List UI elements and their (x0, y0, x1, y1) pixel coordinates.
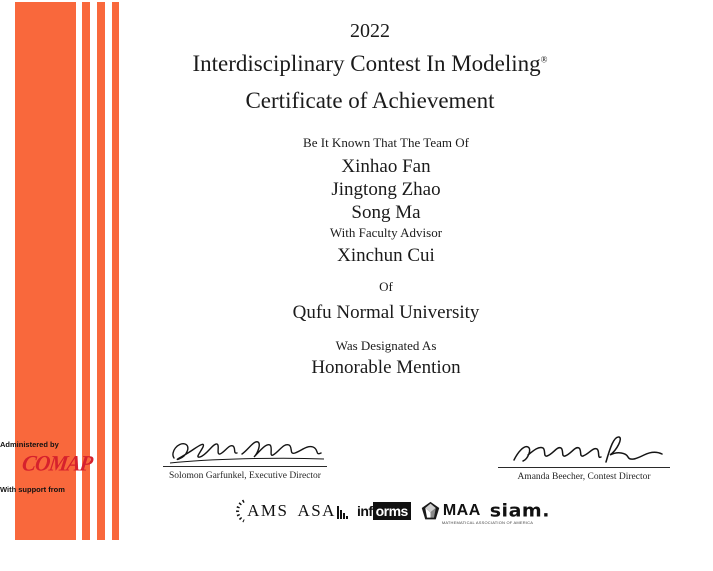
ams-arc-icon (230, 499, 246, 523)
ams-logo (230, 499, 288, 523)
certificate-subtitle: Certificate of Achievement (245, 88, 495, 113)
contest-director-signature (506, 432, 664, 470)
signature-rule-right (498, 467, 670, 468)
team-intro-label: Be It Known That The Team Of (303, 135, 469, 150)
designation-name: Honorable Mention (311, 357, 461, 378)
maa-logo-text: MAA (442, 502, 481, 519)
informs-logo-boxed: orms (373, 502, 411, 520)
support-label: With support from (0, 485, 65, 494)
contest-director-caption: Amanda Beecher, Contest Director (517, 472, 651, 482)
designation-label: Was Designated As (335, 338, 437, 353)
institution-name: Qufu Normal University (292, 302, 480, 323)
certificate-year: 2022 (350, 20, 390, 42)
informs-logo-prefix: inf (356, 503, 373, 519)
informs-logo (357, 502, 411, 520)
team-member-name: Xinhao Fan (341, 156, 431, 177)
siam-logo: siam. (489, 500, 550, 522)
of-label: Of (379, 279, 393, 294)
ams-logo-text: AMS (247, 501, 289, 520)
administered-by-label: Administered by (0, 440, 59, 449)
maa-caption: MATHEMATICAL ASSOCIATION OF AMERICA (441, 519, 534, 525)
executive-director-signature (168, 430, 326, 468)
team-member-name: Jingtong Zhao (331, 179, 441, 200)
advisor-label: With Faculty Advisor (329, 225, 443, 240)
registered-trademark: ® (540, 54, 548, 65)
executive-director-caption: Solomon Garfunkel, Executive Director (169, 471, 321, 481)
asa-logo-text: ASA (297, 501, 336, 520)
team-member-name: Song Ma (351, 202, 421, 223)
comap-logo: COMAP (20, 450, 94, 476)
maa-gem-icon (420, 501, 441, 522)
contest-title-text: Interdisciplinary Contest In Modeling (192, 51, 541, 76)
asa-logo (297, 501, 348, 521)
contest-title (18, 51, 713, 77)
signature-rule-left (163, 466, 327, 467)
advisor-name: Xinchun Cui (337, 245, 435, 266)
asa-barchart-icon (337, 506, 348, 521)
sponsor-logo-row (240, 496, 550, 526)
